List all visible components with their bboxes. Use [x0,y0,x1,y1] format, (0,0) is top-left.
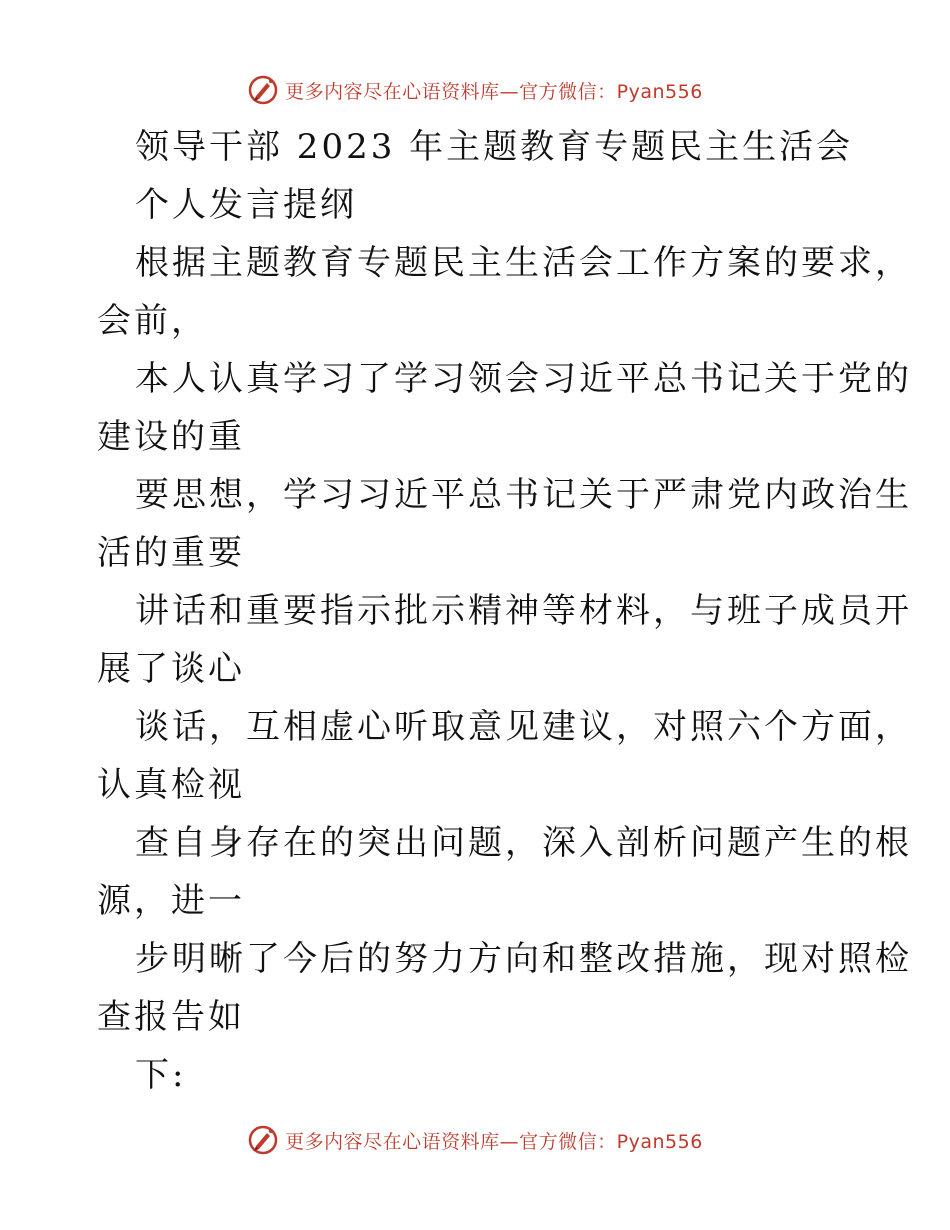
document-line: 建设的重 [97,417,245,457]
document-line: 讲话和重要指示批示精神等材料，与班子成员开 [135,591,912,631]
document-line: 个人发言提纲 [135,185,357,225]
document-line: 源，进一 [97,881,245,921]
document-line: 查报告如 [97,997,245,1037]
document-line: 根据主题教育专题民主生活会工作方案的要求， [135,243,912,283]
document-line: 本人认真学习了学习领会习近平总书记关于党的 [135,359,912,399]
document-line: 会前， [97,301,208,341]
pen-logo-icon [247,74,279,106]
document-line: 下: [135,1055,187,1095]
header-watermark-inner [247,74,703,106]
document-line: 步明晰了今后的努力方向和整改措施，现对照检 [135,939,912,979]
document-line: 谈话，互相虚心听取意见建议，对照六个方面， [135,707,912,747]
document-line: 展了谈心 [97,649,245,689]
document-line: 查自身存在的突出问题，深入剖析问题产生的根 [135,823,912,863]
document-line: 要思想，学习习近平总书记关于严肃党内政治生 [135,475,912,515]
footer-watermark [0,1120,950,1160]
document-body [97,118,912,1104]
document-line: 认真检视 [97,765,245,805]
footer-watermark-text: 更多内容尽在心语资料库—官方微信：Pyan556 [285,1130,703,1153]
header-watermark-text: 更多内容尽在心语资料库—官方微信：Pyan556 [285,80,703,103]
document-line: 领导干部 2023 年主题教育专题民主生活会 [135,127,854,167]
header-watermark [0,70,950,110]
document-line: 活的重要 [97,533,245,573]
footer-watermark-inner [247,1124,703,1156]
pen-logo-icon [247,1124,279,1156]
